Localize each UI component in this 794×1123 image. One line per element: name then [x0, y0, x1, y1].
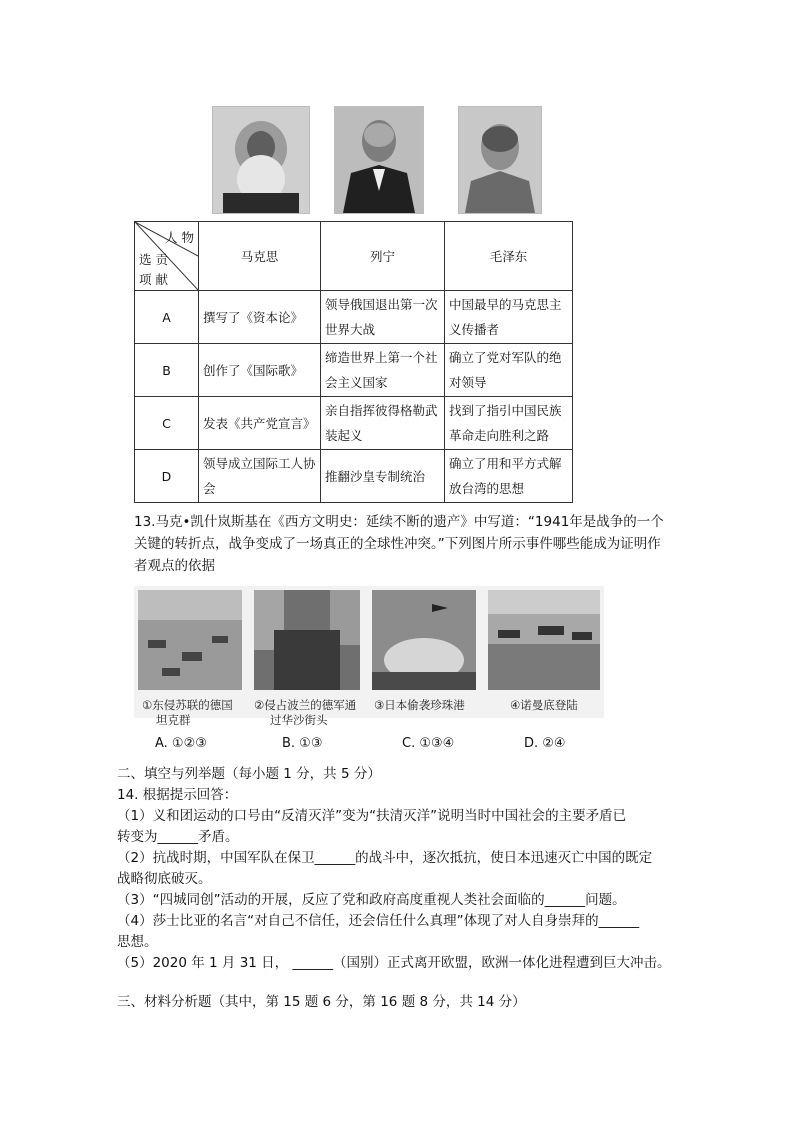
option-label: B: [135, 344, 199, 397]
table-row: [135, 344, 573, 397]
cell-lenin: 缔造世界上第一个社会主义国家: [321, 344, 445, 397]
mao-image: [459, 107, 541, 213]
photo-normandy: [488, 590, 600, 690]
cell-lenin: 领导俄国退出第一次世界大战: [321, 291, 445, 344]
q14-item4-line2: 思想。: [117, 934, 158, 950]
pearl-harbor-image: [372, 590, 476, 690]
portrait-marx: [212, 106, 310, 214]
q14-item2-line1: （2）抗战时期，中国军队在保卫______的战斗中，逐次抵抗，使日本迅速灭亡中国的既定: [117, 850, 653, 866]
table-row: [135, 291, 573, 344]
caption-3-line1: ③日本偷袭珍珠港: [374, 698, 465, 712]
table-row: [135, 397, 573, 450]
q14-item4-line1: （4）莎士比亚的名言“对自己不信任，还会信任什么真理”体现了对人自身崇拜的______: [117, 913, 640, 929]
cell-marx: 发表《共产党宣言》: [199, 397, 321, 450]
marx-image: [213, 107, 309, 213]
section3-title: 三、材料分析题（其中，第 15 题 6 分，第 16 题 8 分，共 14 分）: [117, 994, 526, 1010]
header-marx: 马克思: [199, 222, 321, 291]
cell-mao: 找到了指引中国民族革命走向胜利之路: [445, 397, 573, 450]
q14-item1-line2: 转变为______矛盾。: [117, 829, 239, 845]
corner-label-option-contribution: 选 贡: [139, 252, 168, 267]
q14-item2-line2: 战略彻底破灭。: [117, 871, 212, 887]
q13-line1: 13.马克•凯什岚斯基在《西方文明史：延续不断的遗产》中写道：“1941年是战争的一个: [134, 514, 664, 530]
option-label: C: [135, 397, 199, 450]
cell-marx: 创作了《国际歌》: [199, 344, 321, 397]
q13-line2: 关键的转折点，战争变成了一场真正的全球性冲突。”下列图片所示事件哪些能成为证明作: [134, 536, 661, 552]
normandy-image: [488, 590, 600, 690]
cell-mao: 确立了党对军队的绝对领导: [445, 344, 573, 397]
corner-label-person: 人 物: [165, 230, 194, 245]
warsaw-image: [254, 590, 360, 690]
section2-title: 二、填空与列举题（每小题 1 分，共 5 分）: [117, 766, 381, 782]
cell-mao: 中国最早的马克思主义传播者: [445, 291, 573, 344]
choice-a: A. ①②③: [155, 736, 207, 751]
photo-pearl-harbor: [372, 590, 476, 690]
caption-2-line1: ②侵占波兰的德军通: [254, 698, 357, 712]
table-row: [135, 450, 573, 503]
table-corner-cell: [135, 222, 199, 291]
q14-item3: （3）“四城同创”活动的开展，反应了党和政府高度重视人类社会面临的______问题。: [117, 892, 626, 908]
choice-d: D. ②④: [524, 736, 566, 751]
q13-line3: 者观点的依据: [134, 558, 215, 574]
option-label: A: [135, 291, 199, 344]
photo-warsaw: [254, 590, 360, 690]
header-mao: 毛泽东: [445, 222, 573, 291]
q14-item5: （5）2020 年 1 月 31 日， ______（国别）正式离开欧盟，欧洲一体化进程遭到巨大冲击。: [117, 955, 671, 971]
photo-tanks: [138, 590, 242, 690]
cell-marx: 领导成立国际工人协会: [199, 450, 321, 503]
choice-b: B. ①③: [282, 736, 323, 751]
cell-lenin: 亲自指挥彼得格勒武装起义: [321, 397, 445, 450]
lenin-image: [335, 107, 423, 213]
contributions-table: [134, 221, 573, 503]
portrait-mao: [458, 106, 542, 214]
option-label: D: [135, 450, 199, 503]
cell-lenin: 推翻沙皇专制统治: [321, 450, 445, 503]
portrait-lenin: [334, 106, 424, 214]
cell-marx: 撰写了《资本论》: [199, 291, 321, 344]
caption-1-line1: ①东侵苏联的德国: [142, 698, 233, 712]
caption-1-line2: 坦克群: [156, 713, 191, 727]
table-header-row: [135, 222, 573, 291]
q14-heading: 14. 根据提示回答：: [117, 787, 238, 803]
tank-image: [138, 590, 242, 690]
q14-item1-line1: （1）义和团运动的口号由“反清灭洋”变为“扶清灭洋”说明当时中国社会的主要矛盾已: [117, 808, 627, 824]
corner-label-option-contribution-2: 项 献: [139, 272, 168, 287]
caption-4-line1: ④诺曼底登陆: [510, 698, 578, 712]
header-lenin: 列宁: [321, 222, 445, 291]
cell-mao: 确立了用和平方式解放台湾的思想: [445, 450, 573, 503]
choice-c: C. ①③④: [402, 736, 455, 751]
caption-2-line2: 过华沙街头: [270, 713, 328, 727]
